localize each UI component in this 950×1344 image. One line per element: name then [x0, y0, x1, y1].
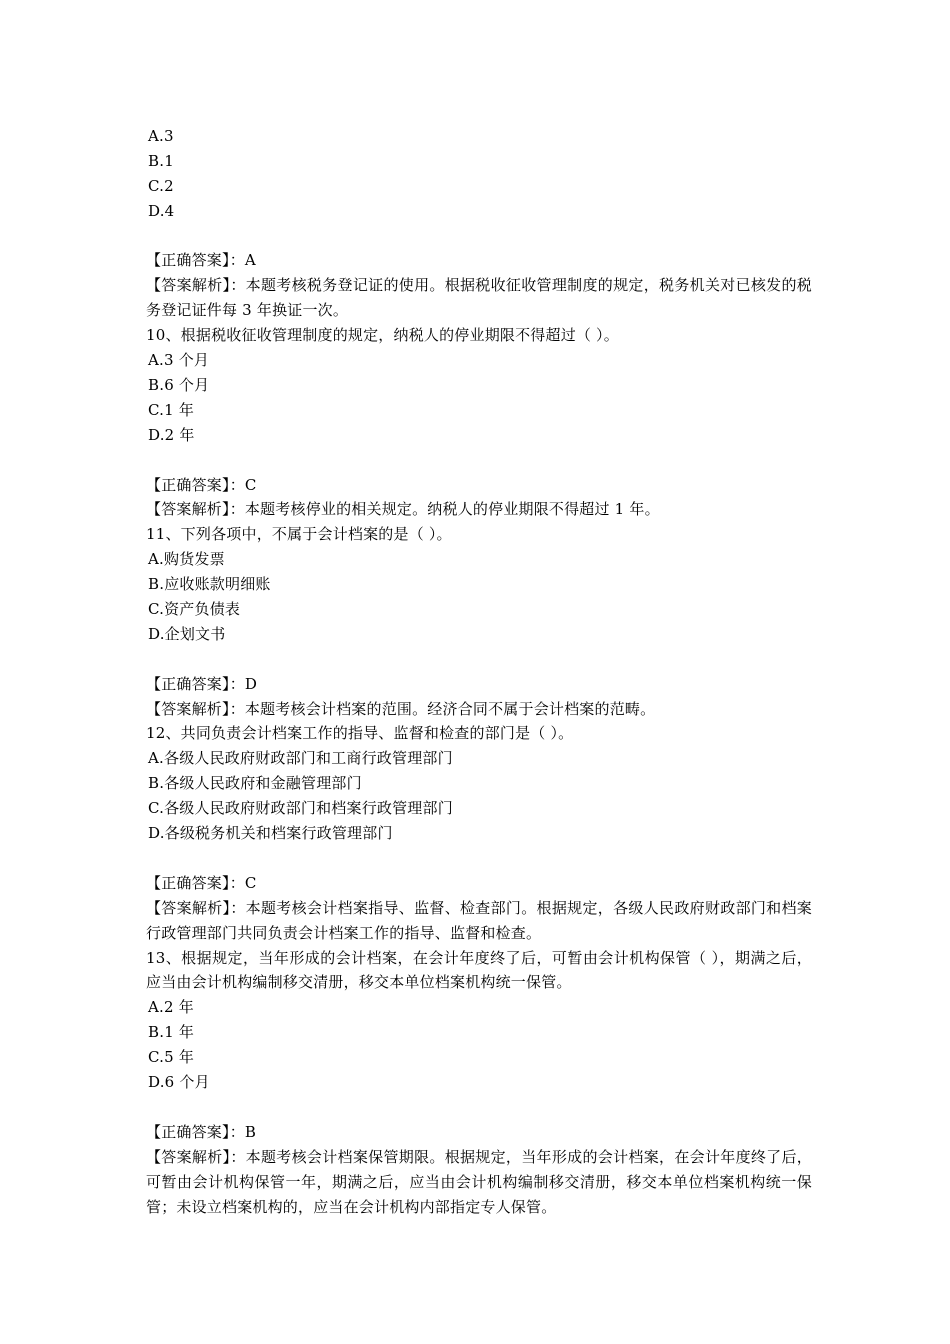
answer-value: C [244, 475, 257, 494]
analysis-label: 【答案解析】： [146, 898, 246, 917]
option-c: C.各级人民政府财政部门和档案行政管理部门 [148, 799, 453, 818]
spacer [146, 1095, 812, 1120]
question-block-13 [146, 946, 812, 1220]
spacer [146, 647, 812, 672]
option-a: A.各级人民政府财政部门和工商行政管理部门 [148, 749, 453, 768]
answer-value: C [244, 873, 257, 892]
option-a: A.购货发票 [148, 550, 225, 569]
analysis-line [146, 896, 812, 946]
analysis-text: 本题考核会计档案指导、监督、检查部门。根据规定，各级人民政府财政部门和档案行政管理部门共同负责会计档案工作的指导、监督和检查。 [146, 898, 813, 942]
document-page [146, 124, 812, 1219]
option-c: C.资产负债表 [148, 600, 241, 618]
option-b: B.各级人民政府和金融管理部门 [148, 774, 362, 793]
option-d: D.各级税务机关和档案行政管理部门 [148, 824, 393, 843]
question-block-10 [146, 323, 812, 522]
analysis-line [146, 497, 812, 522]
question-text: 13、根据规定，当年形成的会计档案，在会计年度终了后，可暂由会计机构保管（ ），期满之后，应当由会计机构编制移交清册，移交本单位档案机构统一保管。 [146, 948, 812, 992]
question-text: 11、下列各项中，不属于会计档案的是（ ）。 [146, 525, 452, 544]
analysis-line [146, 1145, 812, 1220]
analysis-text: 本题考核会计档案保管期限。根据规定，当年形成的会计档案，在会计年度终了后，可暂由会计机构保管一年，期满之后，应当由会计机构编制移交清册，移交本单位档案机构统一保管；未设立档案机构的，应当在会计机构内部指定专人保管。 [146, 1147, 813, 1216]
analysis-text: 本题考核停业的相关规定。纳税人的停业期限不得超过 1 年。 [244, 500, 660, 519]
analysis-text: 本题考核税务登记证的使用。根据税收征收管理制度的规定，税务机关对已核发的税务登记证件每 3 年换证一次。 [146, 276, 813, 320]
spacer [146, 224, 812, 249]
option-c: C.1 年 [148, 400, 195, 419]
spacer [146, 448, 812, 473]
answer-line [146, 473, 812, 498]
option-d: D.企划文书 [148, 624, 226, 643]
analysis-line [146, 697, 812, 722]
analysis-line [146, 273, 812, 323]
answer-label: 【正确答案】： [146, 873, 245, 892]
question-text: 12、共同负责会计档案工作的指导、监督和检查的部门是（ ）。 [146, 724, 574, 743]
option-b: B.1 [148, 151, 174, 170]
answer-value: B [244, 1122, 257, 1141]
option-b: B.应收账款明细账 [148, 575, 271, 594]
option-c: C.2 [148, 176, 174, 195]
option-a: A.2 年 [148, 998, 194, 1017]
analysis-text: 本题考核会计档案的范围。经济合同不属于会计档案的范畴。 [244, 699, 656, 718]
answer-label: 【正确答案】： [146, 251, 245, 270]
answer-line [146, 248, 812, 273]
answer-line [146, 1120, 812, 1145]
question-text: 10、根据税收征收管理制度的规定，纳税人的停业期限不得超过（ ）。 [146, 326, 619, 345]
option-d: D.6 个月 [148, 1073, 210, 1092]
option-a: A.3 [148, 127, 174, 145]
option-d: D.4 [148, 201, 175, 220]
answer-value: D [244, 674, 258, 693]
analysis-label: 【答案解析】： [146, 276, 246, 295]
answer-label: 【正确答案】： [146, 475, 245, 494]
option-d: D.2 年 [148, 425, 195, 444]
analysis-label: 【答案解析】： [146, 500, 245, 519]
answer-line [146, 871, 812, 896]
answer-line [146, 672, 812, 697]
analysis-label: 【答案解析】： [146, 699, 245, 718]
answer-value: A [244, 251, 256, 270]
option-a: A.3 个月 [148, 351, 210, 370]
analysis-label: 【答案解析】： [146, 1147, 246, 1166]
answer-label: 【正确答案】： [146, 674, 245, 693]
question-block-11 [146, 522, 812, 721]
answer-label: 【正确答案】： [146, 1122, 245, 1141]
option-b: B.1 年 [148, 1023, 195, 1042]
option-c: C.5 年 [148, 1048, 195, 1067]
question-block-12 [146, 721, 812, 945]
spacer [146, 846, 812, 871]
option-b: B.6 个月 [148, 375, 210, 394]
question-block-9 [146, 124, 812, 323]
